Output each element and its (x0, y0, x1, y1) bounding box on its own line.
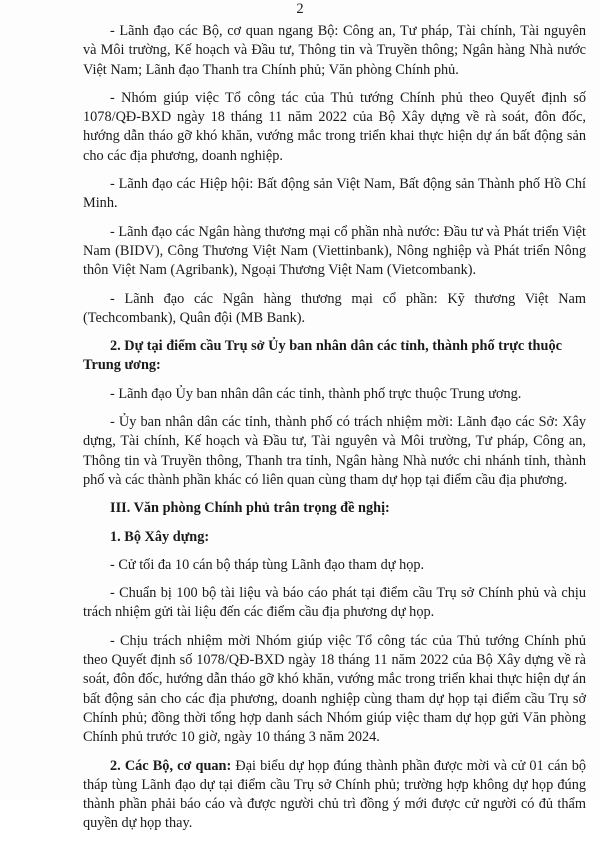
paragraph-provincial-invitations: - Ủy ban nhân dân các tỉnh, thành phố có trách nhiệm mời: Lãnh đạo các Sở: Xây dựng, Tài chính, Kế hoạch và Đầu tư, Tài nguyên và Môi trường, Tư pháp, Công an, Thông tin và Truyền thông, Thanh tra tỉnh, Ngân hàng Nhà nước chi nhánh tỉnh, thành phố và các thành phần khác có liên quan cùng tham dự họp tại điểm cầu địa phương. (83, 414, 586, 488)
document-body (83, 22, 586, 843)
paragraph-provincial-leaders: - Lãnh đạo Ủy ban nhân dân các tỉnh, thành phố trực thuộc Trung ương. (110, 385, 522, 402)
subsection-2-lead: 2. Các Bộ, cơ quan: (110, 757, 232, 774)
paragraph-state-banks: - Lãnh đạo các Ngân hàng thương mại cổ phần nhà nước: Đầu tư và Phát triển Việt Nam (BIDV), Công Thương Việt Nam (Viettinbank), Nông nghiệp và Phát triển Nông thôn Việt Nam (Agribank), Ngoại Thương Việt Nam (Vietcombank). (83, 223, 586, 279)
paragraph-ministries: - Lãnh đạo các Bộ, cơ quan ngang Bộ: Công an, Tư pháp, Tài chính, Tài nguyên và Môi trường, Kế hoạch và Đầu tư, Thông tin và Truyền thông; Ngân hàng Nhà nước Việt Nam; Lãnh đạo Thanh tra Chính phủ; Văn phòng Chính phủ. (83, 23, 586, 78)
paragraph-associations: - Lãnh đạo các Hiệp hội: Bất động sản Việt Nam, Bất động sản Thành phố Hồ Chí Minh. (83, 176, 586, 212)
page-number: 2 (296, 1, 304, 17)
subsection-1-heading: 1. Bộ Xây dựng: (110, 528, 210, 545)
section-3-heading: III. Văn phòng Chính phủ trân trọng đề nghị: (110, 500, 390, 517)
paragraph-invite-working-group: - Chịu trách nhiệm mời Nhóm giúp việc Tổ công tác của Thủ tướng Chính phủ theo Quyết định số 1078/QĐ-BXD ngày 18 tháng 11 năm 2022 của Bộ Xây dựng về rà soát, đôn đốc, hướng dẫn tháo gỡ khó khăn, vướng mắc trong triển khai thực hiện dự án bất động sản cho các địa phương, doanh nghiệp cùng tham dự họp tại điểm cầu Trụ sở Chính phủ; đồng thời tổng hợp danh sách Nhóm giúp việc tham dự họp gửi Văn phòng Chính phủ trước 10 giờ, ngày 10 tháng 3 năm 2024. (83, 632, 586, 746)
paragraph-commercial-banks: - Lãnh đạo các Ngân hàng thương mại cổ phần: Kỹ thương Việt Nam (Techcombank), Quân đội (MB Bank). (83, 290, 586, 326)
paragraph-documents: - Chuẩn bị 100 bộ tài liệu và báo cáo phát tại điểm cầu Trụ sở Chính phủ và chịu trách nhiệm gửi tài liệu đến các điểm cầu địa phương dự họp. (83, 585, 586, 621)
paragraph-escort-staff: - Cử tối đa 10 cán bộ tháp tùng Lãnh đạo tham dự họp. (110, 556, 425, 573)
paragraph-ministries-agencies (83, 757, 586, 834)
section-2-heading: 2. Dự tại điểm cầu Trụ sở Ủy ban nhân dân các tỉnh, thành phố trực thuộc Trung ương: (83, 338, 562, 374)
subsection-2-text: Đại biểu dự họp đúng thành phần được mời và cử 01 cán bộ tháp tùng Lãnh đạo dự tại điểm cầu Trụ sở Chính phủ; trường hợp không dự họp đúng thành phần phải báo cáo và được người chủ trì đồng ý mới được cử người có đủ thẩm quyền dự họp thay. (83, 757, 587, 832)
paragraph-working-group: - Nhóm giúp việc Tổ công tác của Thủ tướng Chính phủ theo Quyết định số 1078/QĐ-BXD ngày 18 tháng 11 năm 2022 của Bộ Xây dựng về rà soát, đôn đốc, hướng dẫn tháo gỡ khó khăn, vướng mắc trong triển khai thực hiện dự án bất động sản cho các địa phương, doanh nghiệp. (83, 89, 586, 164)
